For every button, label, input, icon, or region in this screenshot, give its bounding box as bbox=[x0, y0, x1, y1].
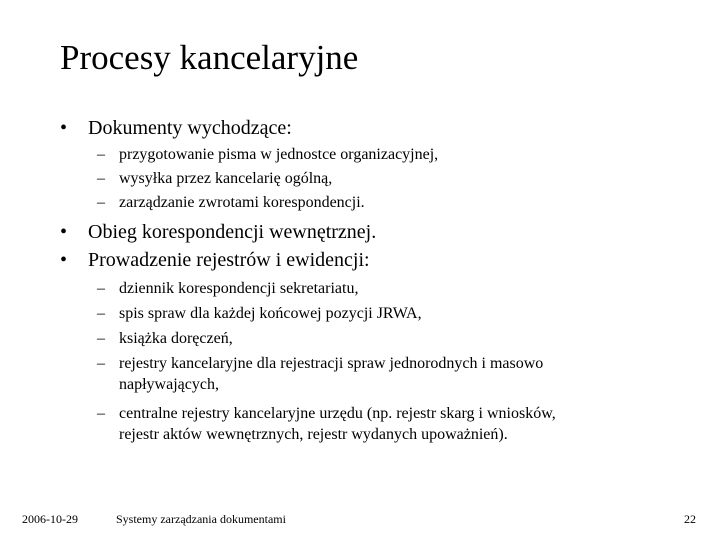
sub-bullet-text-continuation: napływających, bbox=[119, 376, 219, 393]
sub-bullet-marker: – bbox=[97, 405, 105, 422]
sub-bullet-marker: – bbox=[97, 146, 105, 163]
sub-bullet-marker: – bbox=[97, 194, 105, 211]
sub-bullet-marker: – bbox=[97, 305, 105, 322]
slide-title: Procesy kancelaryjne bbox=[60, 38, 359, 77]
bullet-text: Prowadzenie rejestrów i ewidencji: bbox=[88, 249, 370, 271]
sub-bullet-marker: – bbox=[97, 330, 105, 347]
footer-page-number: 22 bbox=[684, 512, 696, 526]
sub-bullet-text: dziennik korespondencji sekretariatu, bbox=[119, 280, 359, 297]
sub-bullet-text: centralne rejestry kancelaryjne urzędu (np. rejestr skarg i wniosków, bbox=[119, 405, 556, 422]
bullet-text: Obieg korespondencji wewnętrznej. bbox=[88, 221, 377, 243]
sub-bullet-text: wysyłka przez kancelarię ogólną, bbox=[119, 170, 333, 187]
footer-date: 2006-10-29 bbox=[22, 512, 78, 526]
sub-bullet-text: przygotowanie pisma w jednostce organizacyjnej, bbox=[119, 146, 439, 163]
sub-bullet-text: zarządzanie zwrotami korespondencji. bbox=[119, 194, 365, 211]
bullet-text: Dokumenty wychodzące: bbox=[88, 117, 292, 139]
bullet-marker: • bbox=[60, 221, 68, 243]
bullet-marker: • bbox=[60, 117, 68, 139]
sub-bullet-marker: – bbox=[97, 355, 105, 372]
sub-bullet-marker: – bbox=[97, 170, 105, 187]
sub-bullet-text: rejestry kancelaryjne dla rejestracji spraw jednorodnych i masowo bbox=[119, 355, 544, 372]
sub-bullet-text: książka doręczeń, bbox=[119, 330, 233, 347]
sub-bullet-marker: – bbox=[97, 280, 105, 297]
footer-title: Systemy zarządzania dokumentami bbox=[116, 512, 286, 526]
sub-bullet-text: spis spraw dla każdej końcowej pozycji JRWA, bbox=[119, 305, 422, 322]
bullet-marker: • bbox=[60, 249, 68, 271]
sub-bullet-text-continuation: rejestr aktów wewnętrznych, rejestr wydanych upoważnień). bbox=[119, 426, 508, 443]
